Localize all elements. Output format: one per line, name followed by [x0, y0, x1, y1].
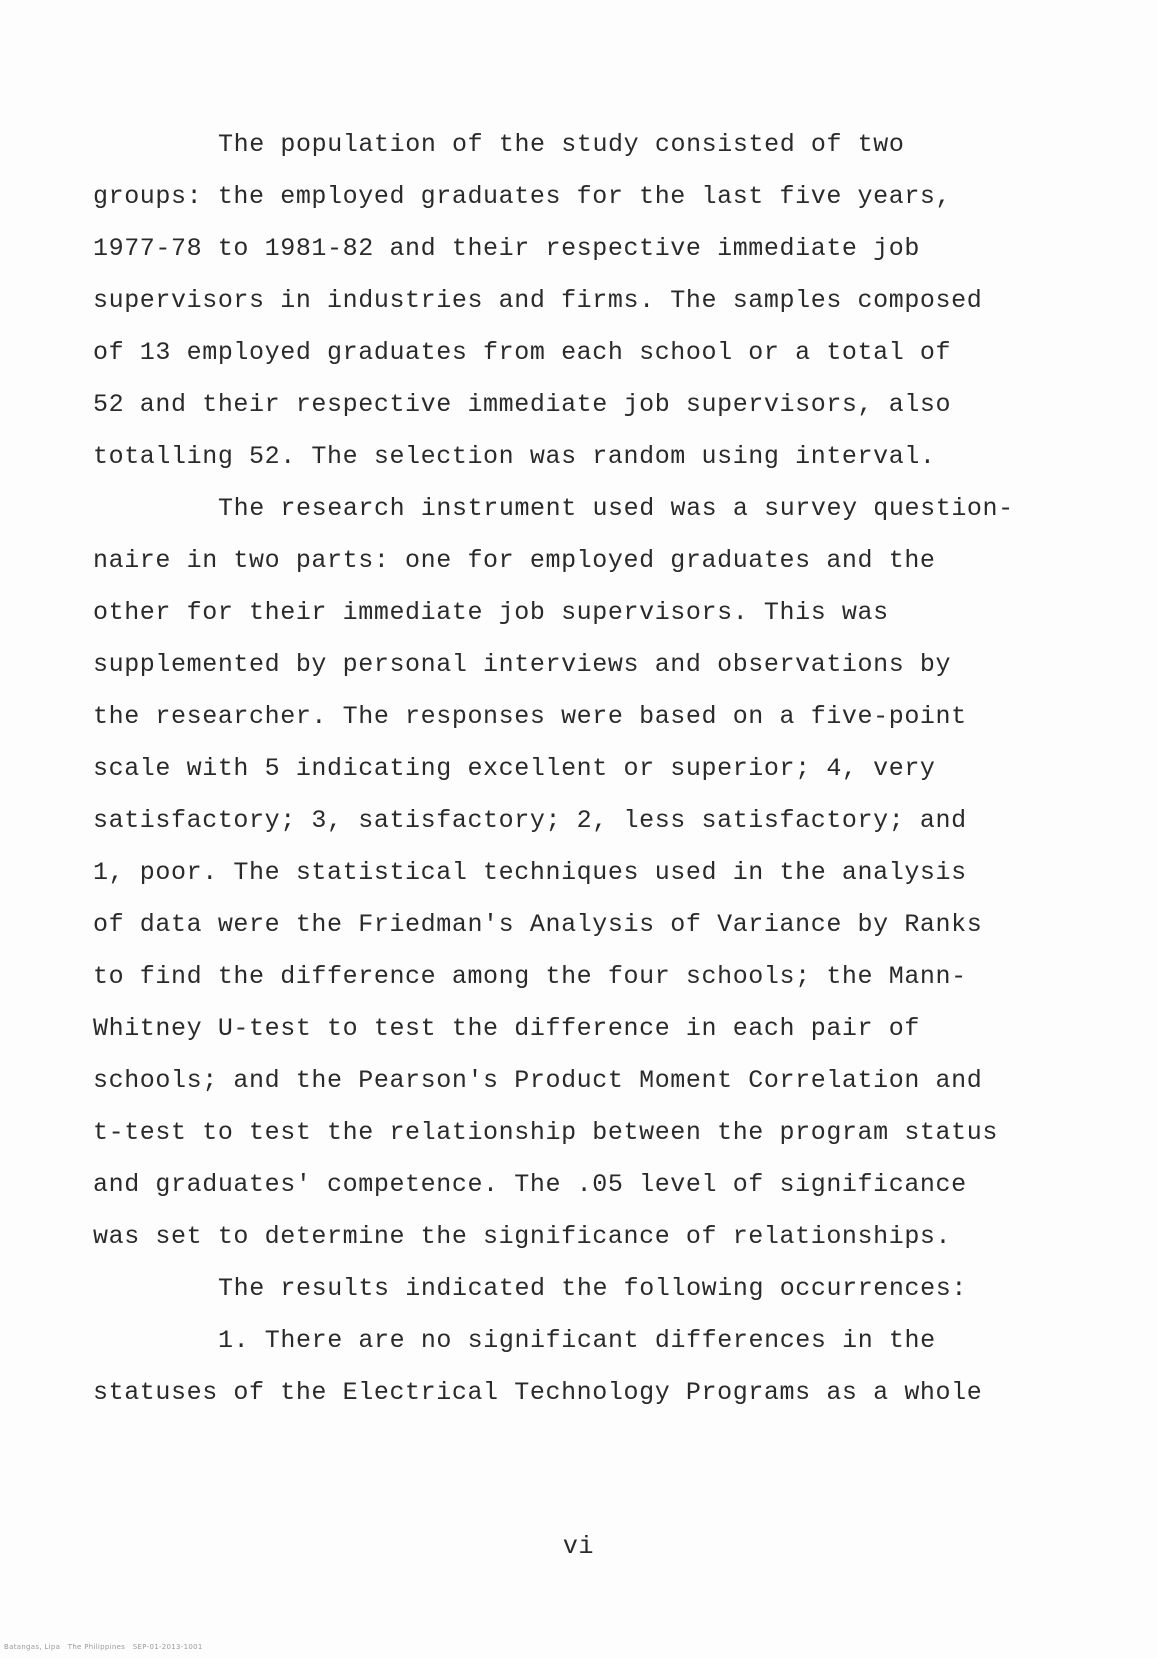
page-number: vi [562, 1532, 595, 1561]
paragraph-2-line-12: schools; and the Pearson's Product Moment Correlation and [93, 1066, 983, 1095]
paragraph-1-line-4: supervisors in industries and firms. The samples composed [93, 286, 983, 315]
footer-stamp: Batangas, Lipa The Philippines SEP-01-2013-1001 [4, 1643, 203, 1651]
paragraph-2-line-9: of data were the Friedman's Analysis of Variance by Ranks [93, 910, 983, 939]
paragraph-2-line-5: the researcher. The responses were based on a five-point [93, 702, 967, 731]
paragraph-2-line-13: t-test to test the relationship between the program status [93, 1118, 998, 1147]
paragraph-1-line-7: totalling 52. The selection was random using interval. [93, 442, 936, 471]
paragraph-2-line-15: was set to determine the significance of relationships. [93, 1222, 952, 1251]
paragraph-2-line-3: other for their immediate job supervisors. This was [93, 598, 889, 627]
paragraph-2-line-1: The research instrument used was a survey question- [218, 494, 1014, 523]
paragraph-1-line-6: 52 and their respective immediate job supervisors, also [93, 390, 952, 419]
paragraph-2-line-6: scale with 5 indicating excellent or superior; 4, very [93, 754, 936, 783]
paragraph-2-line-14: and graduates' competence. The .05 level of significance [93, 1170, 967, 1199]
paragraph-2-line-10: to find the difference among the four schools; the Mann- [93, 962, 967, 991]
paragraph-1-line-3: 1977-78 to 1981-82 and their respective immediate job [93, 234, 920, 263]
paragraph-2-line-7: satisfactory; 3, satisfactory; 2, less satisfactory; and [93, 806, 967, 835]
paragraph-1-line-1: The population of the study consisted of two [218, 130, 905, 159]
paragraph-1-line-5: of 13 employed graduates from each school or a total of [93, 338, 952, 367]
paragraph-2-line-11: Whitney U-test to test the difference in each pair of [93, 1014, 920, 1043]
list-item-1-line-1: 1. There are no significant differences in the [218, 1326, 936, 1355]
paragraph-2-line-8: 1, poor. The statistical techniques used in the analysis [93, 858, 967, 887]
paragraph-2-line-2: naire in two parts: one for employed graduates and the [93, 546, 936, 575]
paragraph-1-line-2: groups: the employed graduates for the last five years, [93, 182, 952, 211]
paragraph-3-line-1: The results indicated the following occurrences: [218, 1274, 967, 1303]
paragraph-2-line-4: supplemented by personal interviews and observations by [93, 650, 952, 679]
list-item-1-line-2: statuses of the Electrical Technology Programs as a whole [93, 1378, 983, 1407]
